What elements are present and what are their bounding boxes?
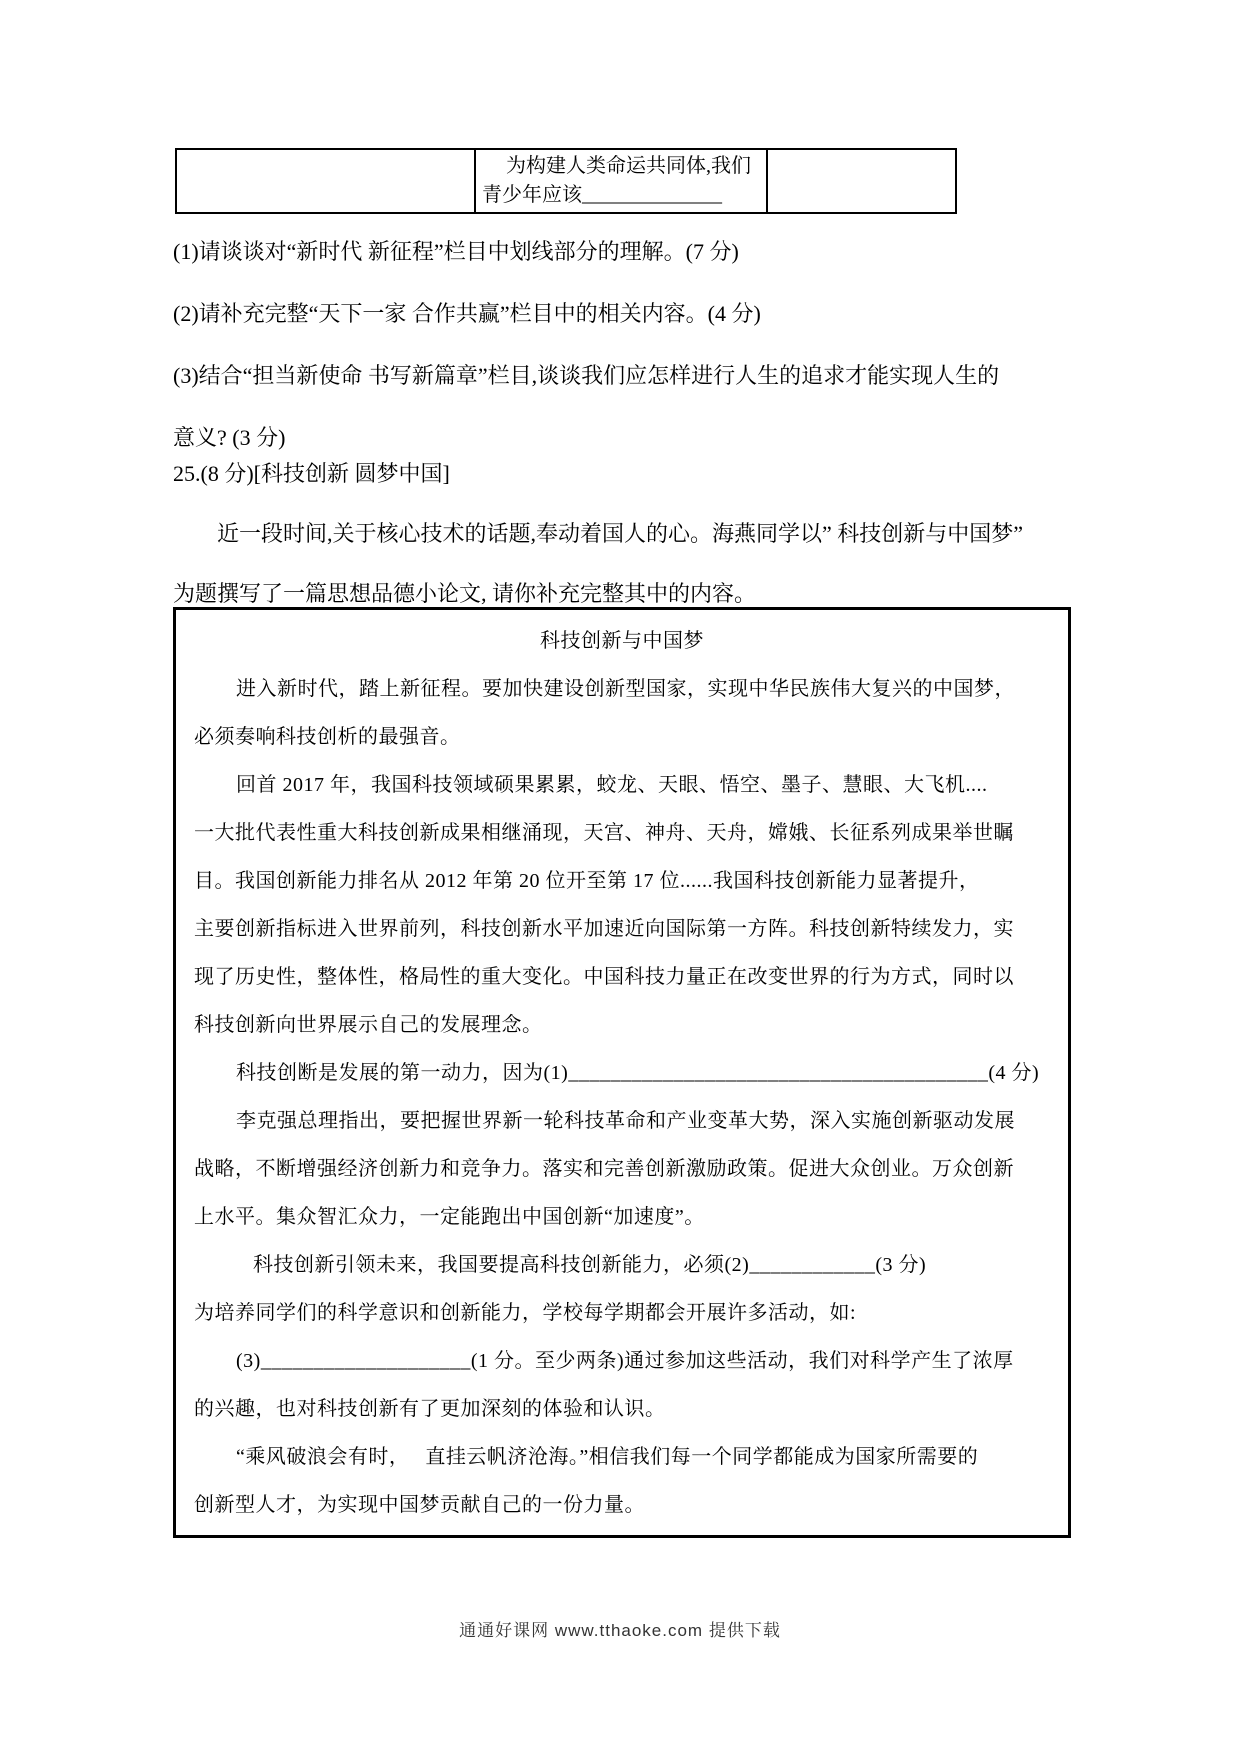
table-fragment xyxy=(175,148,957,214)
essay-line: 李克强总理指出，要把握世界新一轮科技革命和产业变革大势，深入实施创新驱动发展 xyxy=(236,1110,1015,1132)
question-2: (2)请补充完整“天下一家 合作共赢”栏目中的相关内容。(4 分) xyxy=(173,301,761,326)
essay-line: 上水平。集众智汇众力，一定能跑出中国创新“加速度”。 xyxy=(194,1206,705,1228)
question-1: (1)请谈谈对“新时代 新征程”栏目中划线部分的理解。(7 分) xyxy=(173,239,739,264)
footer-watermark: 通通好课网 www.tthaoke.com 提供下载 xyxy=(459,1621,781,1640)
question-25 xyxy=(173,444,1093,624)
question-3-line-1: (3)结合“担当新使命 书写新篇章”栏目,谈谈我们应怎样进行人生的追求才能实现人生的 xyxy=(173,363,1000,388)
essay-box xyxy=(173,607,1071,1538)
essay-line: 必须奏响科技创析的最强音。 xyxy=(194,726,461,748)
sub-questions xyxy=(173,221,1093,469)
essay-line: 一大批代表性重大科技创新成果相继涌现，天宫、神舟、天舟，嫦娥、长征系列成果举世瞩 xyxy=(194,822,1014,844)
essay-title: 科技创新与中国梦 xyxy=(540,630,704,652)
essay-blank-1-line: 科技创断是发展的第一动力，因为(1)________________________________________(4 分) xyxy=(236,1062,1040,1084)
essay-line: 科技创新向世界展示自己的发展理念。 xyxy=(194,1014,543,1036)
essay-blank-2-line: 科技创新引领未来，我国要提高科技创新能力，必须(2)____________(3 分) xyxy=(253,1254,927,1276)
table-cell-right xyxy=(768,150,955,212)
essay-line: 现了历史性，整体性，格局性的重大变化。中国科技力量正在改变世界的行为方式，同时以 xyxy=(194,966,1014,988)
essay-line: 的兴趣，也对科技创新有了更加深刻的体验和认识。 xyxy=(194,1398,666,1420)
essay-line: 为培养同学们的科学意识和创新能力，学校每学期都会开展许多活动，如: xyxy=(194,1302,857,1324)
essay-line: 创新型人才，为实现中国梦贡献自己的一份力量。 xyxy=(194,1494,645,1516)
essay-line: 目。我国创新能力排名从 2012 年第 20 位开至第 17 位......我国科技创新能力显著提升， xyxy=(194,870,980,892)
essay-line: 进入新时代，踏上新征程。要加快建设创新型国家，实现中华民族伟大复兴的中国梦， xyxy=(236,678,1015,700)
question-25-heading: 25.(8 分)[科技创新 圆梦中国] xyxy=(173,461,450,486)
essay-line: 回首 2017 年，我国科技领域硕果累累，蛟龙、天眼、悟空、墨子、慧眼、大飞机.... xyxy=(236,774,988,796)
question-25-intro-line-1: 近一段时间,关于核心技术的话题,奉动着国人的心。海燕同学以” 科技创新与中国梦” xyxy=(217,521,1024,546)
essay-line: 战略，不断增强经济创新力和竞争力。落实和完善创新激励政策。促进大众创业。万众创新 xyxy=(194,1158,1014,1180)
essay-line: 主要创新指标进入世界前列，科技创新水平加速近向国际第一方阵。科技创新特续发力，实 xyxy=(194,918,1014,940)
table-cell-left xyxy=(177,150,476,212)
question-3-line-2: 意义? (3 分) xyxy=(173,425,286,450)
question-25-intro-line-2: 为题撰写了一篇思想品德小论文, 请你补充完整其中的内容。 xyxy=(173,581,757,606)
essay-line: “乘风破浪会有时， 直挂云帆济沧海。”相信我们每一个同学都能成为国家所需要的 xyxy=(236,1446,979,1468)
essay-blank-3-line: (3)____________________(1 分。至少两条)通过参加这些活动，我们对科学产生了浓厚 xyxy=(236,1350,1014,1372)
table-cell-middle: 为构建人类命运共同体,我们青少年应该______________ xyxy=(476,150,768,212)
